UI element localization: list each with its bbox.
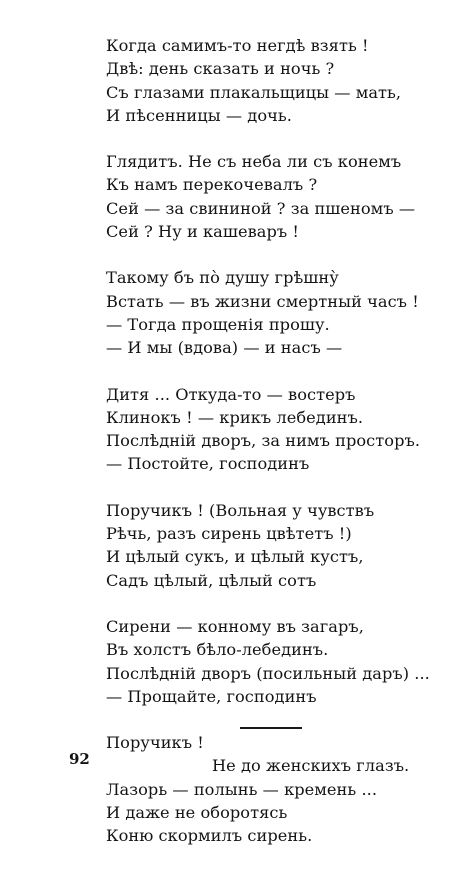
poem-line: Такому бъ по̀ душу грѣшну̀ [106, 268, 339, 288]
end-rule-divider [240, 727, 302, 729]
stanza-2 [106, 150, 436, 243]
poem-line: И цѣлый сукъ, и цѣлый кустъ, [106, 547, 364, 567]
poem-line: Лазорь — полынь — кремень ... [106, 779, 378, 799]
poem-line: Двѣ: день сказать и ночь ? [106, 59, 335, 79]
poem-line: Встать — въ жизни смертный часъ ! [106, 291, 419, 311]
poem-line: — И мы (вдова) — и насъ — [106, 338, 343, 358]
poem-line: Коню скормилъ сирень. [106, 826, 313, 846]
poem-line: — Тогда прощенія прошу. [106, 314, 330, 334]
stanza-3 [106, 266, 436, 359]
poem-line: Къ намъ перекочевалъ ? [106, 175, 318, 195]
poem-line: Поручикъ ! [106, 733, 204, 753]
poem-line: Садъ цѣлый, цѣлый сотъ [106, 570, 317, 590]
poem-line: И даже не оборотясь [106, 803, 288, 823]
poem-line: И пѣсенницы — дочь. [106, 105, 292, 125]
poem-line: Клинокъ ! — крикъ лебединъ. [106, 407, 364, 427]
poem-line: Сей — за свининой ? за пшеномъ — [106, 198, 416, 218]
poem-line: Послѣдній дворъ, за нимъ просторъ. [106, 431, 421, 451]
poem-line: Сирени — конному въ загаръ, [106, 616, 364, 636]
poem-line: — Постойте, господинъ [106, 454, 310, 474]
poem-line: Дитя ... Откуда-то — востеръ [106, 384, 356, 404]
poem-line: Въ холстъ бѣло-лебединъ. [106, 640, 329, 660]
poem-line: Послѣдній дворъ (посильный даръ) ... [106, 663, 430, 683]
stanza-1 [106, 34, 436, 127]
poem-line: Поручикъ ! (Вольная у чувствъ [106, 500, 375, 520]
poem-line: — Прощайте, господинъ [106, 686, 317, 706]
poem-line: Съ глазами плакальщицы — мать, [106, 82, 402, 102]
stanza-5 [106, 499, 436, 592]
poem-text [106, 34, 436, 871]
stanza-6 [106, 615, 436, 708]
poem-line: Рѣчь, разъ сирень цвѣтетъ !) [106, 524, 352, 544]
stanza-7 [106, 731, 436, 847]
stanza-4 [106, 383, 436, 476]
poem-line: Сей ? Ну и кашеваръ ! [106, 222, 299, 242]
poem-line-indented: Не до женскихъ глазъ. [212, 756, 410, 776]
page-number: 92 [69, 750, 90, 768]
poem-line: Глядитъ. Не съ неба ли съ конемъ [106, 152, 402, 172]
poem-line: Когда самимъ-то негдѣ взять ! [106, 36, 369, 55]
